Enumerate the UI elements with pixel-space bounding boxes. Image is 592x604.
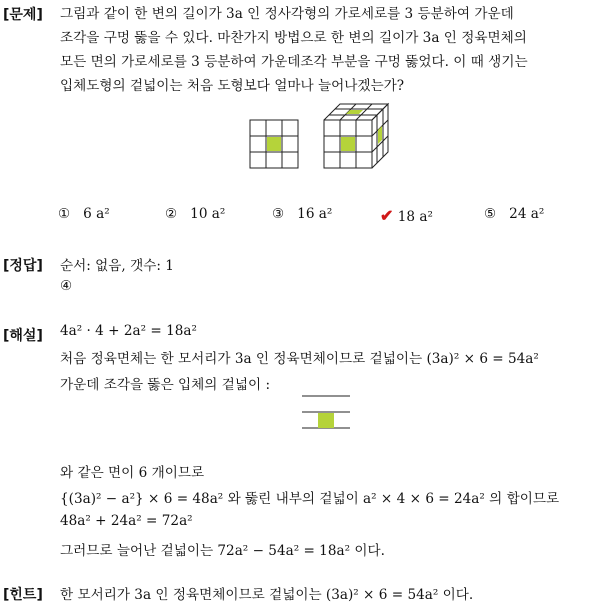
square-hole xyxy=(267,137,281,151)
explanation-line-4: 와 같은 면이 6 개이므로 xyxy=(60,465,205,481)
choice-3-text: 16 a² xyxy=(297,206,333,222)
answer-line-2: ④ xyxy=(60,278,73,294)
explanation-tag: [해설] xyxy=(3,328,43,344)
explanation-line-7: 그러므로 늘어난 겉넓이는 72a² − 54a² = 18a² 이다. xyxy=(60,543,385,559)
choice-3-number: ③ xyxy=(272,206,285,222)
choice-2-number: ② xyxy=(165,206,178,222)
answer-tag: [정답] xyxy=(3,258,43,274)
problem-line-4: 입체도형의 겉넓이는 처음 도형보다 얼마나 늘어나겠는가? xyxy=(60,78,405,94)
problem-line-1: 그림과 같이 한 변의 길이가 3a 인 정사각형의 가로세로를 3 등분하여 가운데 xyxy=(60,6,514,22)
problem-figure xyxy=(248,100,408,174)
problem-line-2: 조각을 구멍 뚫을 수 있다. 마찬가지 방법으로 한 변의 길이가 3a 인 정육면체의 xyxy=(60,30,527,46)
explanation-line-6: 48a² + 24a² = 72a² xyxy=(60,513,193,529)
cube-top-hole xyxy=(346,110,363,114)
face-figure xyxy=(300,394,352,434)
choice-1-text: 6 a² xyxy=(83,206,110,222)
hint-tag: [힌트] xyxy=(3,587,43,603)
check-mark-icon: ✔ xyxy=(380,206,394,225)
explanation-line-3: 가운데 조각을 뚫은 입체의 겉넓이 : xyxy=(60,377,271,393)
cube-front-hole xyxy=(341,137,355,151)
choice-4-text: 18 a² xyxy=(397,209,433,225)
explanation-line-5: {(3a)² − a²} × 6 = 48a² 와 뚫린 내부의 겉넓이 a² × 4 × 6 = 24a² 의 합이므로 xyxy=(60,491,560,507)
problem-tag: [문제] xyxy=(3,7,43,23)
choice-5[interactable] xyxy=(484,206,544,222)
choice-1-number: ① xyxy=(58,206,71,222)
choice-2-text: 10 a² xyxy=(190,206,226,222)
answer-line-1: 순서: 없음, 갯수: 1 xyxy=(60,258,174,274)
choice-1[interactable] xyxy=(58,206,110,222)
choice-4[interactable] xyxy=(380,206,433,225)
problem-line-3: 모든 면의 가로세로를 3 등분하여 가운데조각 부분을 구멍 뚫었다. 이 때 생기는 xyxy=(60,54,528,70)
choice-5-number: ⑤ xyxy=(484,206,497,222)
choice-3[interactable] xyxy=(272,206,332,222)
choice-5-text: 24 a² xyxy=(509,206,545,222)
explanation-line-1: 4a² · 4 + 2a² = 18a² xyxy=(60,323,197,339)
face-hole xyxy=(318,413,334,428)
explanation-line-2: 처음 정육면체는 한 모서리가 3a 인 정육면체이므로 겉넓이는 (3a)² × 6 = 54a² xyxy=(60,351,539,367)
choice-2[interactable] xyxy=(165,206,225,222)
hint-line: 한 모서리가 3a 인 정육면체이므로 겉넓이는 (3a)² × 6 = 54a² 이다. xyxy=(60,587,474,603)
